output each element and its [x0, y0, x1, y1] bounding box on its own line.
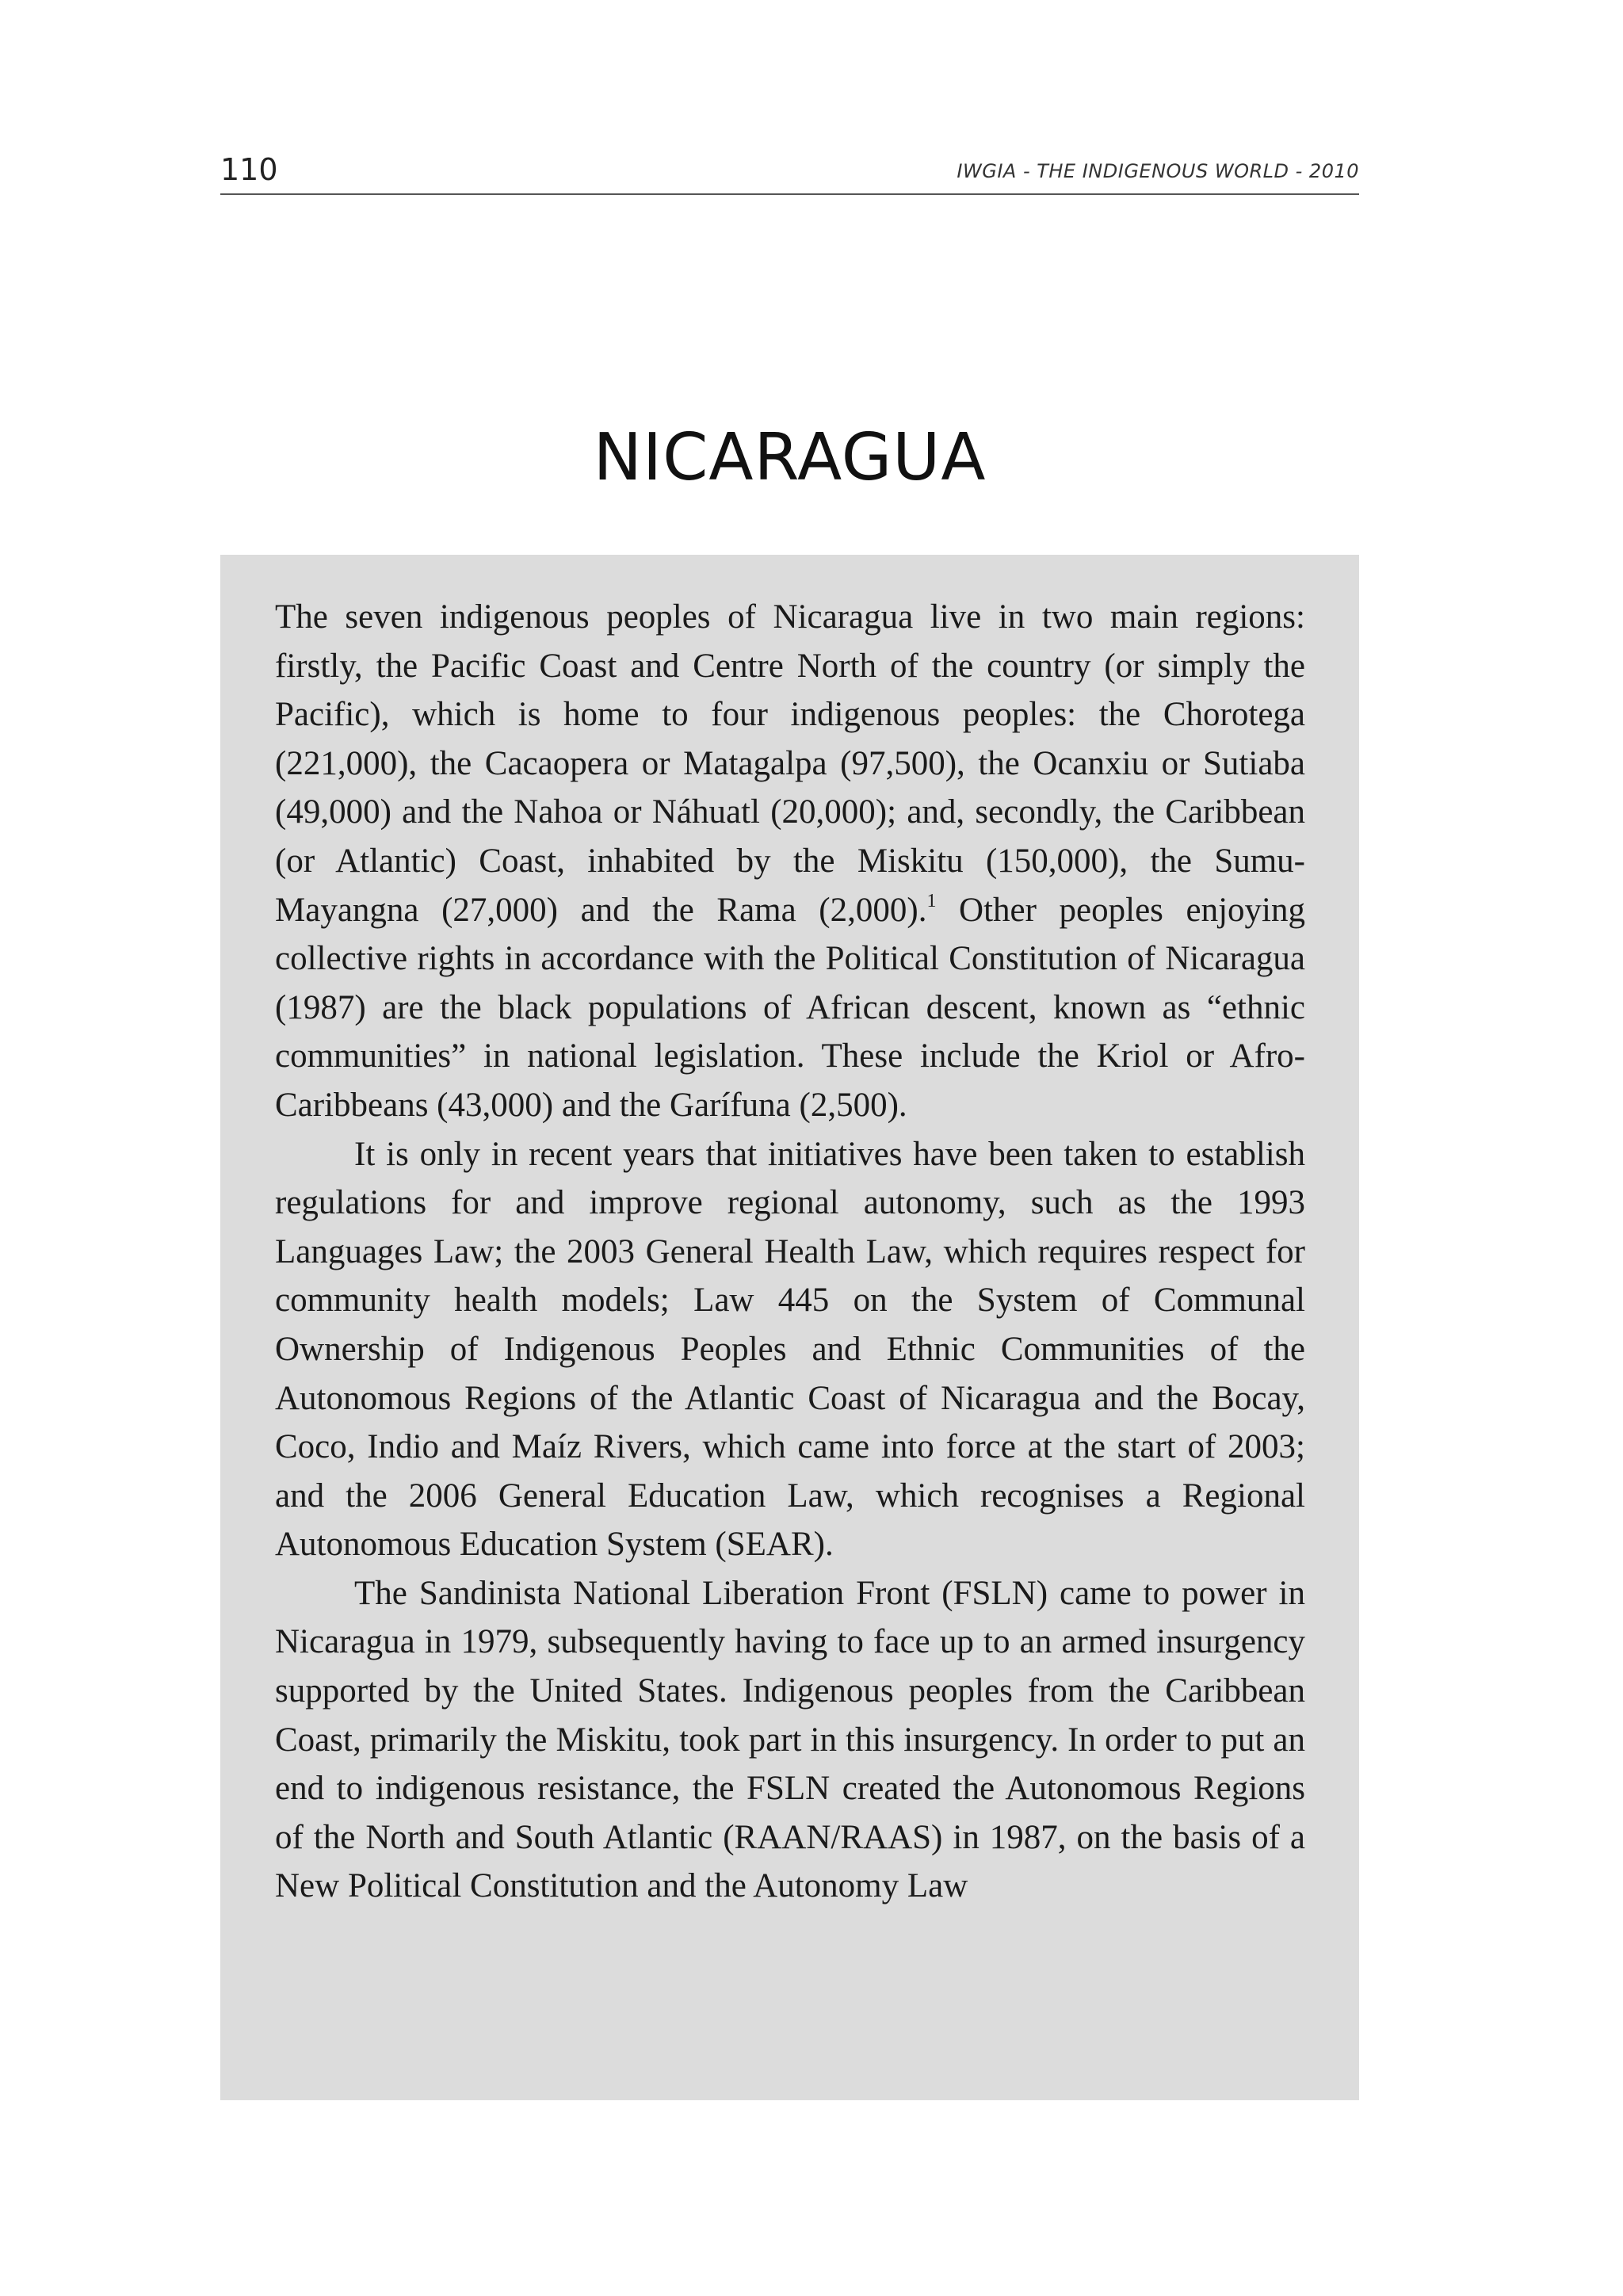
chapter-title: NICARAGUA: [593, 420, 987, 495]
footnote-reference[interactable]: 1: [926, 890, 937, 911]
running-header: [220, 151, 1359, 195]
summary-paragraph-1-continued: Other peoples enjoying collective rights in accordance with the Political Constitution of Nicaragua (1987) are the black populations of African descent, known as “ethnic communities” in national legislation. These include the Kriol or Afro-Caribbeans (43,000) and the Garífuna (2,500).: [275, 891, 1305, 1124]
running-title: IWGIA - THE INDIGENOUS WORLD - 2010: [957, 160, 1359, 182]
summary-paragraph-1-text: The seven indigenous peoples of Nicaragua live in two main regions: firstly, the Pacific Coast and Centre North of the country (or simply the Pacific), which is home to four indigenous peoples: the Chorotega (221,000), the Cacaopera or Matagalpa (97,500), the Ocanxiu or Sutiaba (49,000) and the Nahoa or Náhuatl (20,000); and, secondly, the Caribbean (or Atlantic) Coast, inhabited by the Miskitu (150,000), the Sumu-Mayangna (27,000) and the Rama (2,000).: [275, 598, 1305, 929]
summary-paragraph-2: It is only in recent years that initiatives have been taken to establish regulations for and improve regional autonomy, such as the 1993 Languages Law; the 2003 General Health Law, which requires respect for community health models; Law 445 on the System of Communal Ownership of Indigenous Peoples and Ethnic Communities of the Autonomous Regions of the Atlantic Coast of Nicaragua and the Bocay, Coco, Indio and Maíz Rivers, which came into force at the start of 2003; and the 2006 General Education Law, which recognises a Regional Autonomous Education System (SEAR).: [275, 1135, 1305, 1564]
page-number: 110: [220, 152, 278, 187]
summary-paragraph-3: The Sandinista National Liberation Front (FSLN) came to power in Nicaragua in 1979, subsequently having to face up to an armed insurgency supported by the United States. Indigenous peoples from the Caribbean Coast, primarily the Miskitu, took part in this insurgency. In order to put an end to indigenous resistance, the FSLN created the Autonomous Regions of the North and South Atlantic (RAAN/RAAS) in 1987, on the basis of a New Political Constitution and the Autonomy Law: [275, 1574, 1305, 1905]
summary-paragraph-1: [275, 593, 1305, 1130]
summary-box: [220, 555, 1359, 2100]
summary-text: [275, 593, 1305, 1911]
